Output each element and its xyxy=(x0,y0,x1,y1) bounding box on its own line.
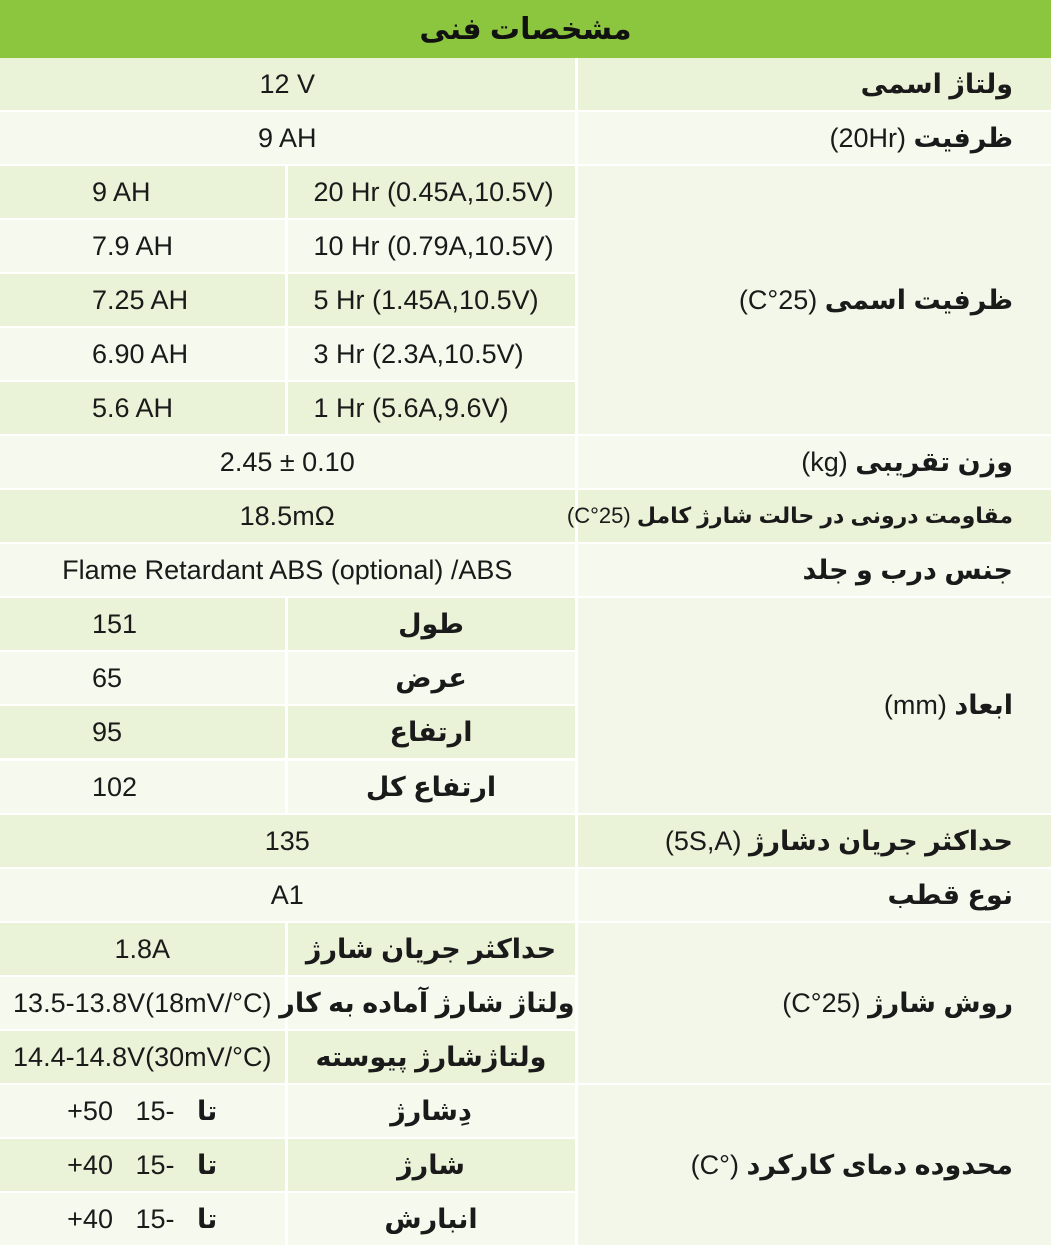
nominal-voltage-value: 12 V xyxy=(0,58,576,111)
capacity-value: 9 AH xyxy=(0,111,576,165)
table-row xyxy=(0,597,1051,651)
rated-capacity-value: 7.25 AH xyxy=(0,273,286,327)
rated-capacity-rate: 10 Hr (0.79A,10.5V) xyxy=(286,219,576,273)
dimension-name: طول xyxy=(286,597,576,651)
temperature-range-value: +40 تا -15 xyxy=(0,1138,286,1192)
temperature-range-label: محدوده دمای کارکرد (°C) xyxy=(576,1084,1051,1246)
terminal-value: A1 xyxy=(0,868,576,922)
table-row-weight xyxy=(0,435,1051,489)
dimension-value: 151 xyxy=(0,597,286,651)
rated-capacity-rate: 1 Hr (5.6A,9.6V) xyxy=(286,381,576,435)
temperature-range-name: انبارش xyxy=(286,1192,576,1246)
dimension-name: ارتفاع کل xyxy=(286,760,576,815)
dimension-value: 102 xyxy=(0,760,286,815)
dimensions-label: ابعاد (mm) xyxy=(576,597,1051,814)
case-material-label: جنس درب و جلد xyxy=(576,543,1051,597)
charge-method-value: 13.5-13.8V(18mV/°C) xyxy=(0,976,286,1030)
rated-capacity-label: ظرفیت اسمی (25°C) xyxy=(576,165,1051,435)
dimension-name: عرض xyxy=(286,651,576,705)
spec-table xyxy=(0,58,1051,1247)
temperature-range-name: شارژ xyxy=(286,1138,576,1192)
table-row-nominal-voltage xyxy=(0,58,1051,111)
internal-resistance-value: 18.5mΩ xyxy=(0,489,576,543)
temperature-range-value: +50 تا -15 xyxy=(0,1084,286,1138)
charge-method-label: روش شارژ (25°C) xyxy=(576,922,1051,1084)
temperature-range-name: دِشارژ xyxy=(286,1084,576,1138)
max-discharge-value: 135 xyxy=(0,814,576,868)
rated-capacity-rate: 3 Hr (2.3A,10.5V) xyxy=(286,327,576,381)
weight-value: 2.45 ± 0.10 xyxy=(0,435,576,489)
table-row xyxy=(0,922,1051,976)
table-row-max-discharge xyxy=(0,814,1051,868)
table-row xyxy=(0,165,1051,219)
table-row-case-material xyxy=(0,543,1051,597)
dimension-name: ارتفاع xyxy=(286,705,576,760)
charge-method-name: ولتاژشارژ پیوسته xyxy=(286,1030,576,1084)
charge-method-name: حداکثر جریان شارژ xyxy=(286,922,576,976)
temperature-range-value: +40 تا -15 xyxy=(0,1192,286,1246)
table-row-internal-resistance xyxy=(0,489,1051,543)
rated-capacity-rate: 5 Hr (1.45A,10.5V) xyxy=(286,273,576,327)
max-discharge-label: حداکثر جریان دشارژ (5S,A) xyxy=(576,814,1051,868)
rated-capacity-value: 9 AH xyxy=(0,165,286,219)
rated-capacity-value: 5.6 AH xyxy=(0,381,286,435)
dimension-value: 95 xyxy=(0,705,286,760)
dimension-value: 65 xyxy=(0,651,286,705)
capacity-label: ظرفیت (20Hr) xyxy=(576,111,1051,165)
table-row-terminal xyxy=(0,868,1051,922)
nominal-voltage-label: ولتاژ اسمی xyxy=(576,58,1051,111)
charge-method-value: 1.8A xyxy=(0,922,286,976)
weight-label: وزن تقریبی (kg) xyxy=(576,435,1051,489)
terminal-label: نوع قطب xyxy=(576,868,1051,922)
charge-method-name: ولتاژ شارژ آماده به کار xyxy=(286,976,576,1030)
rated-capacity-value: 6.90 AH xyxy=(0,327,286,381)
table-row-capacity xyxy=(0,111,1051,165)
rated-capacity-rate: 20 Hr (0.45A,10.5V) xyxy=(286,165,576,219)
page-title: مشخصات فنی xyxy=(0,0,1051,60)
rated-capacity-value: 7.9 AH xyxy=(0,219,286,273)
charge-method-value: 14.4-14.8V(30mV/°C) xyxy=(0,1030,286,1084)
table-row xyxy=(0,1084,1051,1138)
case-material-value: Flame Retardant ABS (optional) /ABS xyxy=(0,543,576,597)
internal-resistance-label: مقاومت درونی در حالت شارژ کامل (25°C) xyxy=(576,489,1051,543)
